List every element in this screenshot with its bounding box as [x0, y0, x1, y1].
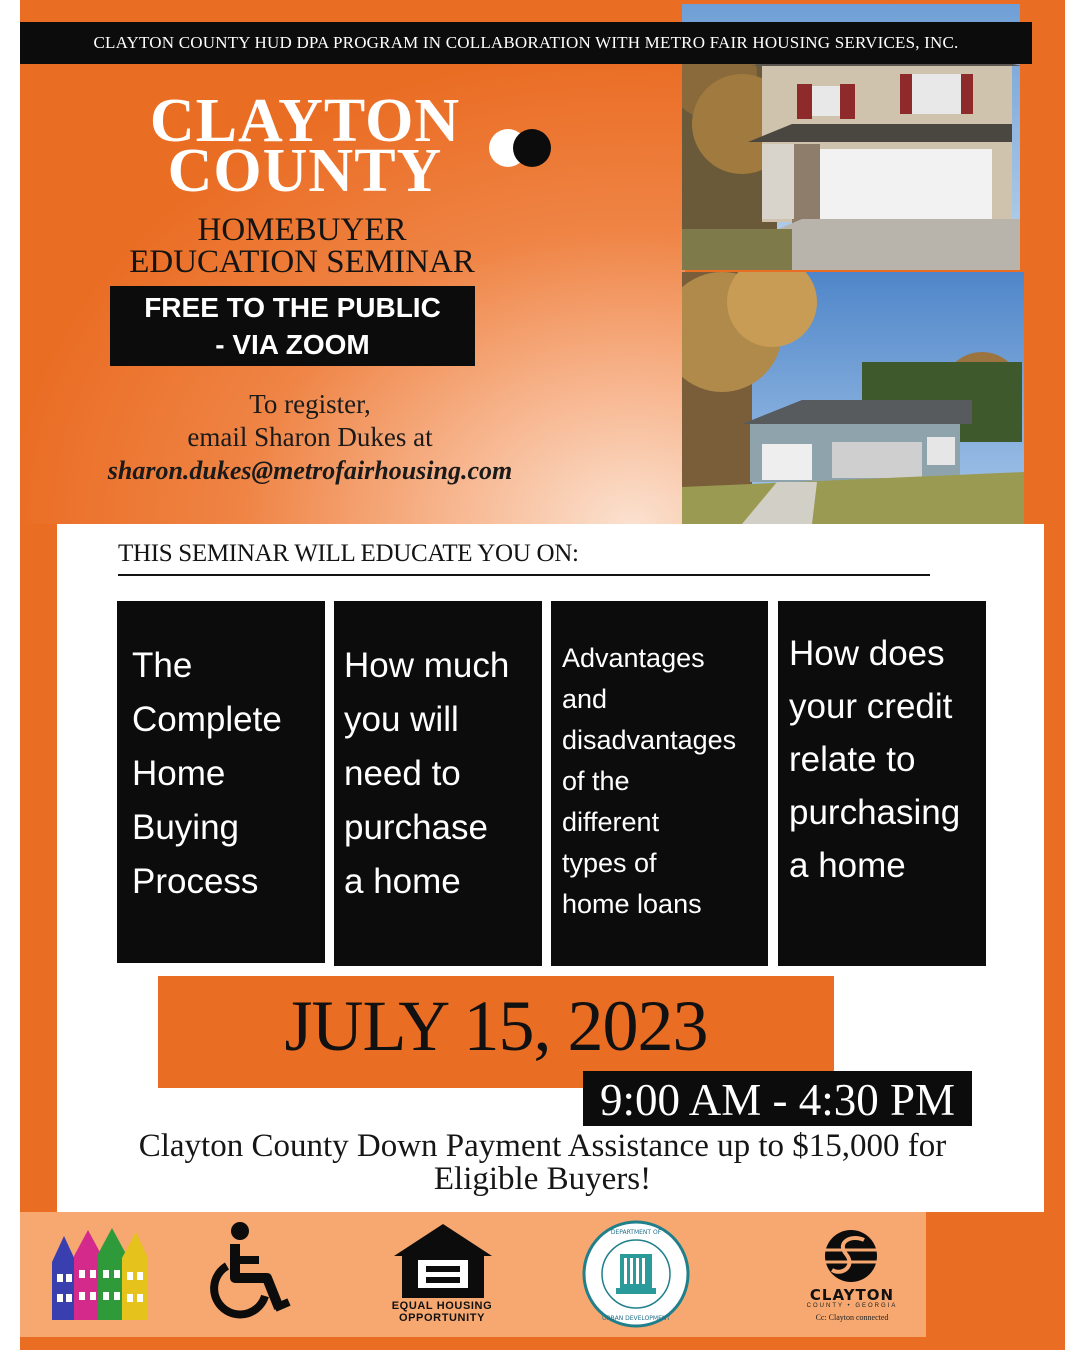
topic-card	[778, 601, 986, 966]
topic-line: and	[562, 684, 608, 714]
seminar-subtitle	[92, 214, 512, 278]
topic-line: of the	[562, 766, 630, 796]
register-line: To register,	[249, 389, 371, 419]
topic-card	[334, 601, 542, 966]
topic-line: a home	[789, 846, 906, 885]
clayton-logo-subtext: COUNTY • GEORGIA	[806, 1303, 898, 1309]
topic-line: need to	[344, 754, 461, 793]
title-line: COUNTY	[167, 137, 443, 205]
register-line: email Sharon Dukes at	[187, 422, 433, 452]
subtitle-line: HOMEBUYER	[197, 212, 407, 248]
topics-heading: THIS SEMINAR WILL EDUCATE YOU ON:	[118, 540, 930, 576]
clayton-globe-icon	[816, 1226, 886, 1286]
assistance-line: Clayton County Down Payment Assistance up to $15,000 for	[138, 1128, 947, 1164]
assistance-note	[60, 1130, 1025, 1196]
clayton-logo-tagline: Cc: Clayton connected	[815, 1313, 889, 1322]
topic-line: you will	[344, 700, 459, 739]
topic-line: relate to	[789, 740, 916, 779]
svg-text:URBAN DEVELOPMENT: URBAN DEVELOPMENT	[601, 1315, 671, 1322]
wheelchair-icon	[205, 1222, 295, 1320]
event-time: 9:00 AM - 4:30 PM	[583, 1071, 972, 1126]
free-line: - VIA ZOOM	[215, 329, 370, 360]
eho-line: EQUAL HOUSING	[391, 1300, 493, 1312]
topic-card	[551, 601, 768, 966]
topic-line: a home	[344, 862, 461, 901]
topic-line: Buying	[132, 808, 240, 847]
event-date: JULY 15, 2023	[158, 976, 834, 1088]
assistance-line: Eligible Buyers!	[433, 1161, 652, 1197]
free-line: FREE TO THE PUBLIC	[144, 292, 441, 323]
topic-line: purchasing	[789, 793, 961, 832]
clayton-logo-word: CLAYTON	[809, 1286, 895, 1304]
subtitle-line: EDUCATION SEMINAR	[129, 244, 475, 280]
topic-card	[117, 601, 325, 963]
eho-line: OPPORTUNITY	[398, 1312, 486, 1324]
topic-line: different	[562, 807, 660, 837]
page-title	[120, 87, 490, 205]
register-email-link[interactable]: sharon.dukes@metrofairhousing.com	[107, 456, 513, 485]
hud-seal-icon	[582, 1220, 690, 1328]
topic-line: Complete	[132, 700, 282, 739]
topic-line: home loans	[562, 889, 702, 919]
topic-line: disadvantages	[562, 725, 737, 755]
topic-line: Home	[132, 754, 226, 793]
svg-text:DEPARTMENT OF: DEPARTMENT OF	[610, 1229, 662, 1236]
top-banner: CLAYTON COUNTY HUD DPA PROGRAM IN COLLABORATION WITH METRO FAIR HOUSING SERVICES, INC.	[20, 22, 1032, 64]
ranch-house-photo	[682, 272, 1024, 524]
rainbow-houses-icon	[50, 1222, 150, 1322]
topic-line: Advantages	[562, 643, 705, 673]
topic-line: How does	[789, 634, 945, 673]
topic-line: your credit	[789, 687, 953, 726]
topic-line: How much	[344, 646, 510, 685]
equal-housing-house-icon	[388, 1222, 498, 1300]
title-line: CLAYTON	[149, 87, 461, 155]
eclipse-icon	[488, 128, 554, 168]
free-admission-badge	[110, 286, 475, 366]
registration-info	[50, 388, 570, 487]
topic-line: The	[132, 646, 193, 685]
topic-line: Process	[132, 862, 259, 901]
topic-line: purchase	[344, 808, 488, 847]
equal-housing-caption	[377, 1300, 507, 1324]
topic-line: types of	[562, 848, 657, 878]
